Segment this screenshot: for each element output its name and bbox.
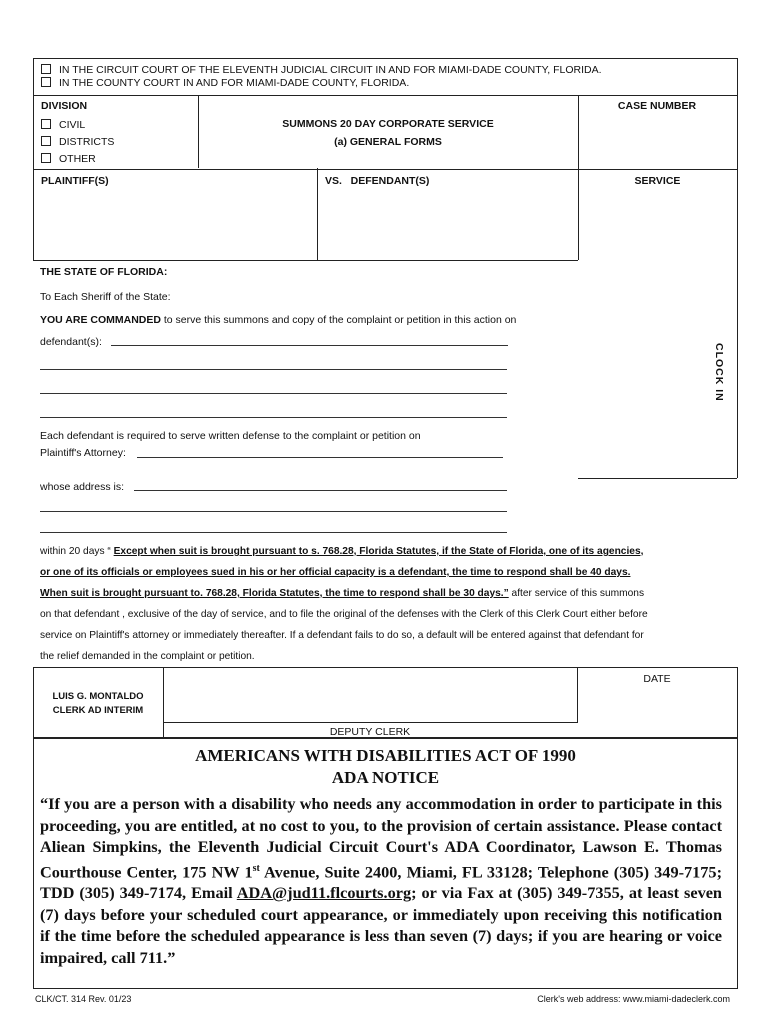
within-text: within 20 days “ [40, 546, 114, 557]
ada-notice-text [40, 793, 722, 968]
defenses-line: on that defendant , exclusive of the day of service, and to file the original of the defenses with the Clerk of this Clerk Court either before [40, 609, 648, 620]
commanded-bold: YOU ARE COMMANDED [40, 314, 161, 326]
relief-line: the relief demanded in the complaint or petition. [40, 651, 255, 662]
clerk-web-address: Clerk's web address: www.miami-dadeclerk.com [537, 994, 730, 1004]
division-districts-option[interactable] [41, 135, 114, 149]
after-service-text: after service of this summons [508, 588, 645, 599]
attorney-field[interactable] [137, 457, 503, 458]
districts-label: DISTRICTS [59, 136, 115, 148]
circuit-court-label: IN THE CIRCUIT COURT OF THE ELEVENTH JUDICIAL CIRCUIT IN AND FOR MIAMI-DADE COUNTY, FLORIDA. [59, 64, 602, 76]
clerk-signature-field[interactable] [168, 672, 572, 718]
service-label: SERVICE [634, 175, 681, 187]
defendant-label: VS. DEFENDANT(S) [325, 175, 430, 187]
form-id: CLK/CT. 314 Rev. 01/23 [35, 994, 132, 1004]
case-number-field[interactable] [585, 115, 730, 163]
date-field[interactable] [583, 690, 731, 732]
defendant-field[interactable] [322, 190, 574, 256]
state-of-florida-heading: THE STATE OF FLORIDA: [40, 266, 168, 278]
plaintiff-label: PLAINTIFF(S) [41, 175, 109, 187]
commanded-line [40, 313, 516, 327]
county-court-label: IN THE COUNTY COURT IN AND FOR MIAMI-DADE COUNTY, FLORIDA. [59, 77, 410, 89]
defendants-field-3[interactable] [40, 393, 507, 394]
each-defendant-text: Each defendant is required to serve written defense to the complaint or petition on [40, 430, 421, 442]
clock-in-label: CLOCK IN [713, 343, 725, 402]
other-checkbox[interactable] [41, 153, 51, 163]
commanded-rest: to serve this summons and copy of the complaint or petition in this action on [160, 314, 517, 326]
attorney-label: Plaintiff's Attorney: [40, 447, 126, 459]
form-title-line1: SUMMONS 20 DAY CORPORATE SERVICE [282, 118, 494, 130]
ada-subtitle: ADA NOTICE [331, 768, 440, 787]
ada-text-part-2: Avenue, Suite 2400, Miami, FL 33128; Telephone (305) 349-7175; TDD (305) 349-7174, Email [40, 861, 722, 903]
address-field-3[interactable] [40, 532, 507, 533]
defendants-field-1[interactable] [111, 345, 508, 346]
defendants-field-2[interactable] [40, 369, 507, 370]
response-time-paragraph [40, 541, 740, 667]
case-number-label: CASE NUMBER [617, 100, 697, 112]
ada-text-part-1: “If you are a person with a disability who needs any accommodation in order to participate in this proceeding, you are entitled, at no cost to you, to the provision of certain assistance. Please contact Aliean Simpkins, the Eleventh Judicial Circuit Court's ADA Coordinator, Lawson E. Thomas Courthouse Center, 175 NW 1 [40, 794, 722, 881]
division-civil-option[interactable] [41, 118, 85, 132]
except-line-1: Except when suit is brought pursuant to s. 768.28, Florida Statutes, if the State of Florida, one of its agencies, [113, 546, 644, 557]
civil-checkbox[interactable] [41, 119, 51, 129]
ada-email-link[interactable]: ADA@jud11.flcourts.org [236, 883, 412, 903]
ada-text-part-3: ; or via Fax at (305) 349-7355, at least seven (7) days before your scheduled court appearance, or immediately upon receiving this notification if the time before the scheduled appearance is less than seven (7) days; if you are hearing or voice impaired, call 711.” [40, 883, 722, 967]
except-line-3: When suit is brought pursuant to. 768.28, Florida Statutes, the time to respond shall be 30 days.” [40, 588, 509, 599]
clerk-title: CLERK AD INTERIM [52, 705, 144, 716]
division-other-option[interactable] [41, 152, 96, 166]
ada-title: AMERICANS WITH DISABILITIES ACT OF 1990 [195, 746, 576, 765]
county-court-option[interactable] [41, 76, 409, 90]
defendants-field-4[interactable] [40, 417, 507, 418]
civil-label: CIVIL [59, 119, 86, 131]
default-line: service on Plaintiff's attorney or immediately thereafter. If a defendant fails to do so, a default will be entered against that defendant for [40, 630, 644, 641]
other-label: OTHER [59, 153, 96, 165]
address-field-1[interactable] [134, 490, 507, 491]
division-label: DIVISION [41, 100, 88, 112]
address-field-2[interactable] [40, 511, 507, 512]
defendants-label: defendant(s): [40, 336, 102, 348]
circuit-court-checkbox[interactable] [41, 64, 51, 74]
county-court-checkbox[interactable] [41, 77, 51, 87]
date-label: DATE [643, 673, 671, 685]
address-label: whose address is: [40, 481, 125, 493]
to-each-sheriff: To Each Sheriff of the State: [40, 291, 171, 303]
clerk-name: LUIS G. MONTALDO [52, 691, 144, 702]
deputy-clerk-label: DEPUTY CLERK [329, 726, 411, 738]
plaintiff-field[interactable] [38, 190, 313, 256]
form-title-line2: (a) GENERAL FORMS [334, 136, 442, 148]
circuit-court-option[interactable] [41, 63, 602, 77]
except-line-2: or one of its officials or employees sued in his or her official capacity is a defendant, the time to respond shall be 40 days. [40, 567, 631, 578]
districts-checkbox[interactable] [41, 136, 51, 146]
ada-ordinal-suffix: st [252, 862, 260, 874]
